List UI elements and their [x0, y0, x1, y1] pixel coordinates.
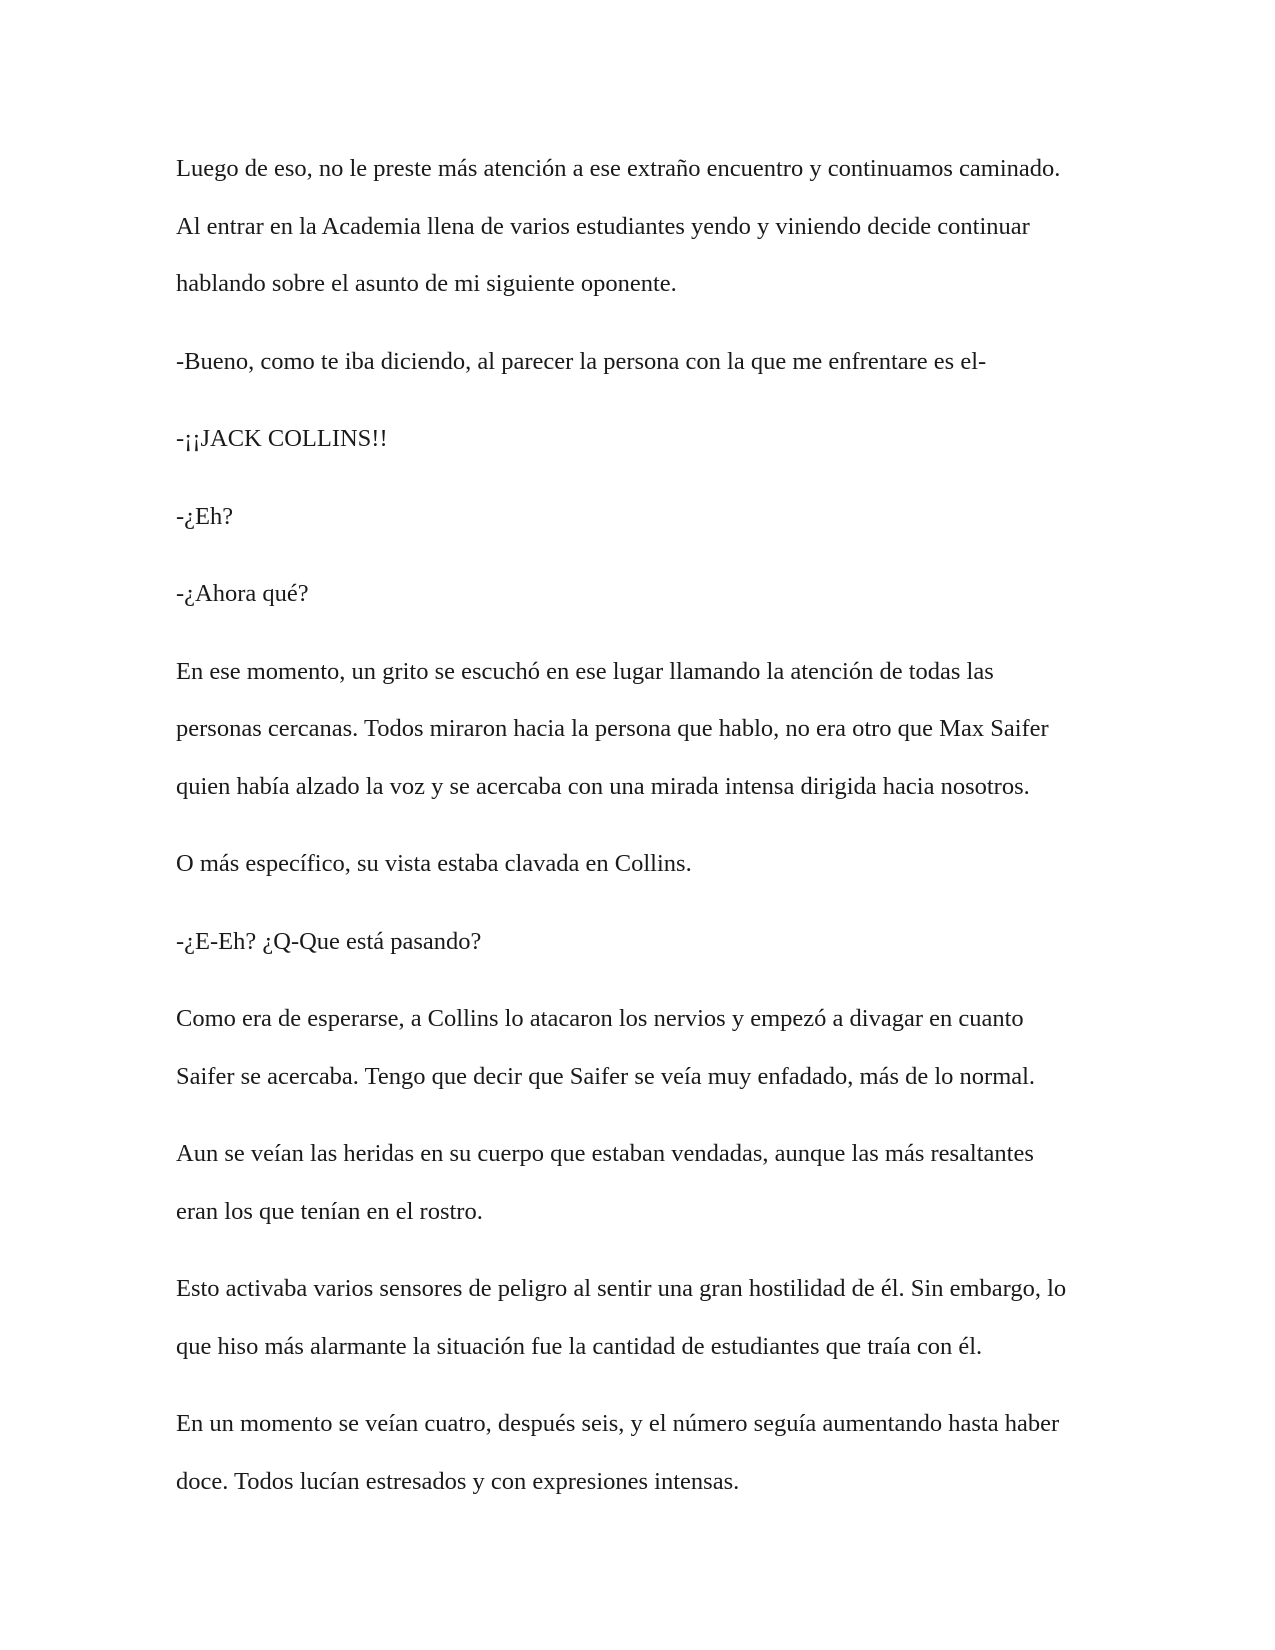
text-line: Esto activaba varios sensores de peligro al sentir una gran hostilidad de él. Sin embargo, lo — [176, 1275, 1067, 1302]
paragraph — [176, 410, 1096, 468]
paragraph — [176, 1260, 1096, 1375]
paragraph — [176, 488, 1096, 546]
paragraph — [176, 643, 1096, 816]
text-line: que hiso más alarmante la situación fue la cantidad de estudiantes que traía con él. — [176, 1332, 983, 1360]
text-line: -¿Ahora qué? — [176, 580, 309, 607]
text-line: -¡¡JACK COLLINS!! — [176, 425, 388, 452]
paragraph — [176, 913, 1096, 971]
text-line: personas cercanas. Todos miraron hacia la persona que hablo, no era otro que Max Saifer — [176, 715, 1049, 742]
text-line: Aun se veían las heridas en su cuerpo que estaban vendadas, aunque las más resaltantes — [176, 1140, 1034, 1167]
text-line: Luego de eso, no le preste más atención a ese extraño encuentro y continuamos caminado. — [176, 155, 1061, 182]
text-line: O más específico, su vista estaba clavada en Collins. — [176, 850, 692, 877]
text-line: En ese momento, un grito se escuchó en ese lugar llamando la atención de todas las — [176, 657, 994, 685]
text-line: Saifer se acercaba. Tengo que decir que Saifer se veía muy enfadado, más de lo normal. — [176, 1062, 1036, 1090]
paragraph — [176, 333, 1096, 391]
text-line: Como era de esperarse, a Collins lo atacaron los nervios y empezó a divagar en cuanto — [176, 1005, 1024, 1032]
document-body — [176, 140, 1096, 1530]
paragraph — [176, 140, 1096, 313]
text-line: -¿E-Eh? ¿Q-Que está pasando? — [176, 927, 482, 955]
paragraph — [176, 1125, 1096, 1240]
paragraph — [176, 990, 1096, 1105]
text-line: eran los que tenían en el rostro. — [176, 1197, 483, 1225]
text-line: quien había alzado la voz y se acercaba con una mirada intensa dirigida hacia nosotros. — [176, 772, 1030, 800]
text-line: hablando sobre el asunto de mi siguiente oponente. — [176, 270, 677, 297]
paragraph — [176, 1395, 1096, 1510]
text-line: doce. Todos lucían estresados y con expresiones intensas. — [176, 1467, 740, 1495]
text-line: En un momento se veían cuatro, después seis, y el número seguía aumentando hasta haber — [176, 1410, 1060, 1437]
paragraph — [176, 565, 1096, 623]
text-line: -Bueno, como te iba diciendo, al parecer la persona con la que me enfrentare es el- — [176, 347, 987, 375]
text-line: Al entrar en la Academia llena de varios estudiantes yendo y viniendo decide continuar — [176, 212, 1030, 240]
text-line: -¿Eh? — [176, 502, 234, 530]
paragraph — [176, 835, 1096, 893]
